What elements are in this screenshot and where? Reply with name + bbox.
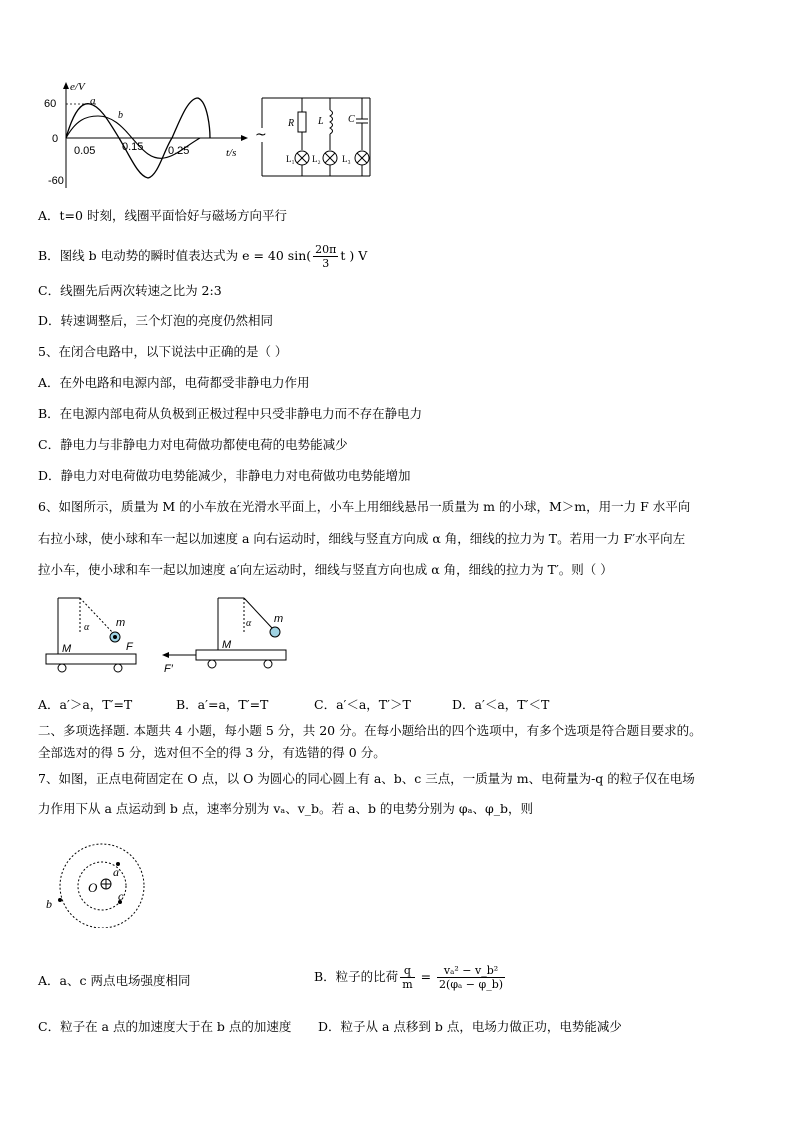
svg-text:L₁: L₁ xyxy=(286,154,295,164)
svg-text:L₂: L₂ xyxy=(312,154,321,164)
y-tick-0: 0 xyxy=(52,133,59,145)
y-tick-60: 60 xyxy=(44,98,57,110)
svg-text:M: M xyxy=(62,643,72,655)
q6-option-d: D．a′＜a，T′＜T xyxy=(452,697,550,712)
q7-option-a: A．a、c 两点电场强度相同 xyxy=(38,973,191,988)
q6-option-c: C．a′＜a，T′＞T xyxy=(314,697,411,712)
svg-text:a: a xyxy=(113,865,119,879)
svg-text:α: α xyxy=(246,618,252,629)
svg-text:F: F xyxy=(126,641,133,653)
q6-option-a: A．a′＞a，T′=T xyxy=(38,697,133,712)
ac-source-icon: ~ xyxy=(255,127,267,143)
svg-text:R: R xyxy=(288,118,295,129)
x-tick-015: 0.15 xyxy=(122,141,144,153)
section2-heading-line2: 全部选对的得 5 分，选对但不全的得 3 分，有选错的得 0 分。 xyxy=(38,745,386,760)
y-unit-label: e/V xyxy=(70,81,85,93)
q4-option-c: C．线圈先后两次转速之比为 2:3 xyxy=(38,283,222,298)
q7-option-b: B．粒子的比荷 $\frac{q}{m}$ = $\frac{\text{vₐ² − v\_b²}}{\text{2(φₐ − φ\_b)}}$ xyxy=(314,964,504,991)
x-tick-025: 0.25 xyxy=(168,145,190,157)
q7-stem-line1: 7、如图，正点电荷固定在 O 点，以 O 为圆心的同心圆上有 a、b、c 三点，一质量为 m、电荷量为-q 的粒子仅在电场 xyxy=(38,771,695,786)
svg-text:m: m xyxy=(116,617,126,629)
q5-stem: 5、在闭合电路中，以下说法中正确的是（ ） xyxy=(38,344,288,359)
svg-text:C: C xyxy=(348,114,355,125)
resistor-icon xyxy=(298,112,306,132)
fraction: $\frac{20\pi}{3}$ xyxy=(315,243,337,270)
q4-option-a: A．t=0 时刻，线圈平面恰好与磁场方向平行 xyxy=(38,208,287,223)
q7-option-c: C．粒子在 a 点的加速度大于在 b 点的加速度 xyxy=(38,1019,292,1034)
q5-option-b: B．在电源内部电荷从负极到正极过程中只受非静电力而不存在静电力 xyxy=(38,406,423,421)
curve-b-label: b xyxy=(118,110,123,121)
q7-option-d: D．粒子从 a 点移到 b 点，电场力做正功，电势能减少 xyxy=(318,1019,622,1034)
q6-figure-right xyxy=(160,592,290,674)
x-tick-005: 0.05 xyxy=(74,145,96,157)
svg-text:L₃: L₃ xyxy=(342,154,351,164)
svg-text:F′: F′ xyxy=(164,663,173,674)
q4-option-b: B．图线 b 电动势的瞬时值表达式为 e = 40 sin( $\frac{20\pi}{3}$ t ) V xyxy=(38,243,368,270)
q6-stem-line2: 右拉小球，使小球和车一起以加速度 a 向右运动时，细线与竖直方向成 α 角，细线的拉力为 T。若用一力 F′水平向左 xyxy=(38,531,686,546)
wheel-icon xyxy=(264,660,272,668)
y-tick-neg60: -60 xyxy=(48,175,64,187)
wheel-icon xyxy=(208,660,216,668)
q6-stem-line1: 6、如图所示，质量为 M 的小车放在光滑水平面上，小车上用细线悬吊一质量为 m 的小球，M＞m，用一力 F 水平向 xyxy=(38,499,691,514)
inductor-icon xyxy=(330,110,333,134)
svg-text:α: α xyxy=(84,622,90,633)
svg-text:m: m xyxy=(274,613,284,625)
q5-option-c: C．静电力与非静电力对电荷做功都使电荷的电势能减少 xyxy=(38,437,348,452)
q6-stem-line3: 拉小车，使小球和车一起以加速度 a′向左运动时，细线与竖直方向也成 α 角，细线的拉力为 T′。则（ ） xyxy=(38,562,613,577)
wheel-icon xyxy=(58,664,66,672)
svg-text:b: b xyxy=(46,897,52,911)
ball-icon xyxy=(270,627,280,637)
svg-text:M: M xyxy=(222,639,232,651)
q7-stem-line2: 力作用下从 a 点运动到 b 点，速率分别为 vₐ、v_b。若 a、b 的电势分别为 φₐ、φ_b，则 xyxy=(38,801,533,816)
waveform-graph xyxy=(40,80,250,190)
q5-option-d: D．静电力对电荷做功电势能减少，非静电力对电荷做功电势能增加 xyxy=(38,468,411,483)
circuit-diagram xyxy=(250,92,380,180)
q4-option-d: D．转速调整后，三个灯泡的亮度仍然相同 xyxy=(38,313,274,328)
svg-text:c: c xyxy=(118,889,124,903)
q5-option-a: A．在外电路和电源内部，电荷都受非静电力作用 xyxy=(38,375,310,390)
svg-text:O: O xyxy=(88,880,98,895)
section2-heading-line1: 二、多项选择题. 本题共 4 小题，每小题 5 分，共 20 分。在每小题给出的四个选项中，有多个选项是符合题目要求的。 xyxy=(38,723,702,738)
q6-option-b: B．a′=a，T′=T xyxy=(176,697,269,712)
q7-concentric-circles xyxy=(40,838,160,928)
q6-figure-left xyxy=(40,592,150,674)
curve-a-label: a xyxy=(90,95,96,107)
wheel-icon xyxy=(114,664,122,672)
x-unit-label: t/s xyxy=(226,147,237,159)
svg-text:L: L xyxy=(318,116,324,127)
